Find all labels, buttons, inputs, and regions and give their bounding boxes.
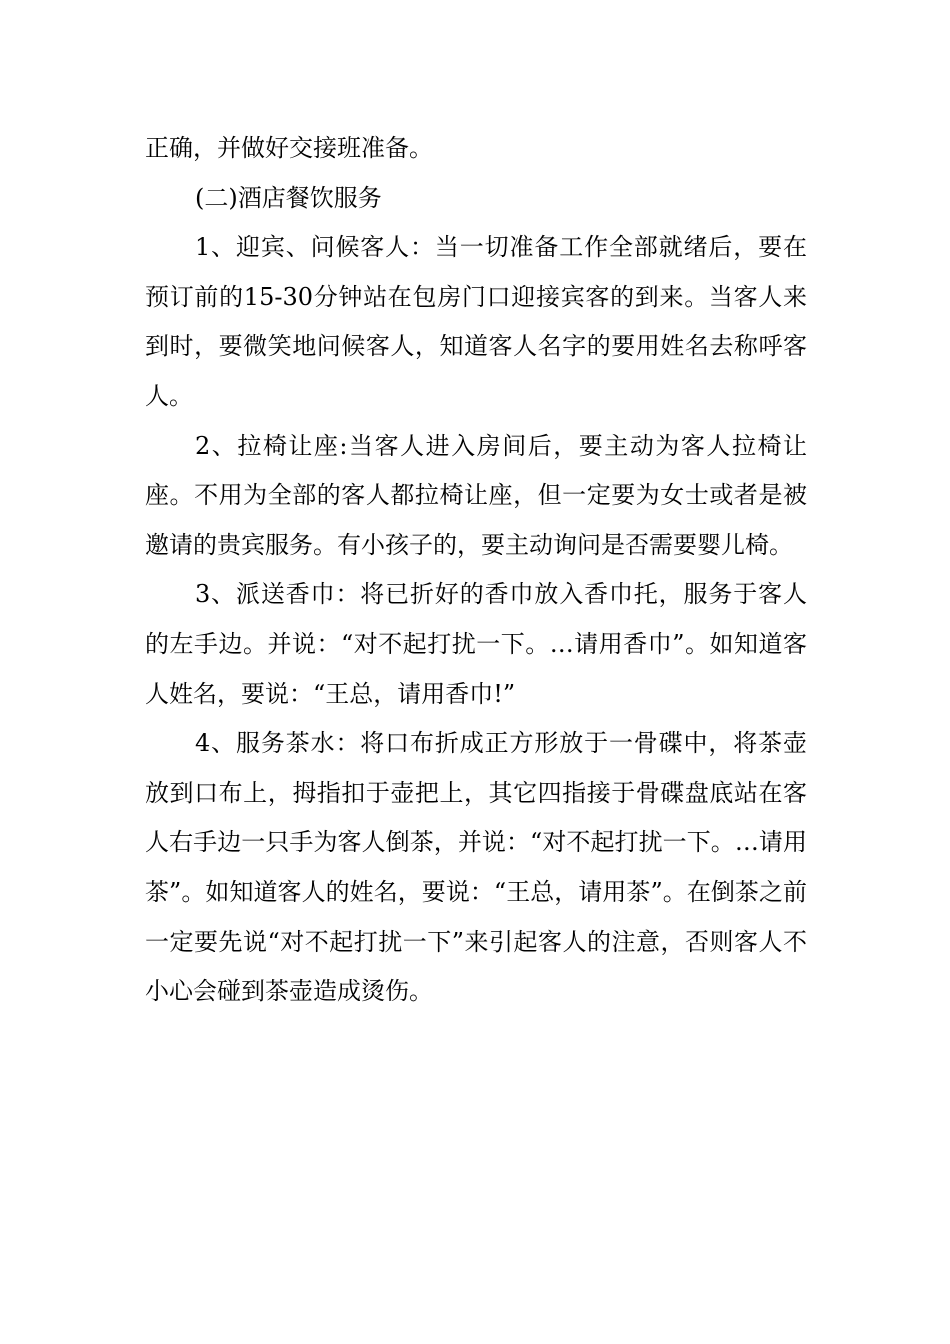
paragraph-continuation: 正确，并做好交接班准备。 [145,134,433,162]
paragraph-towel: 3、派送香巾：将已折好的香巾放入香巾托，服务于客人的左手边。并说：“对不起打扰一下。…请用香巾”。如知道客人姓名，要说：“王总，请用香巾!” [145,580,807,708]
document-body [145,124,807,1017]
paragraph-tea: 4、服务茶水：将口布折成正方形放于一骨碟中，将茶壶放到口布上，拇指扣于壶把上，其它四指接于骨碟盘底站在客人右手边一只手为客人倒茶，并说：“对不起打扰一下。…请用茶”。如知道客人的姓名，要说：“王总，请用茶”。在倒茶之前一定要先说“对不起打扰一下”来引起客人的注意，否则客人不小心会碰到茶壶造成烫伤。 [145,729,807,1006]
paragraph-greeting: 1、迎宾、问候客人：当一切准备工作全部就绪后，要在预订前的15-30分钟站在包房门口迎接宾客的到来。当客人来到时，要微笑地问候客人，知道客人名字的要用姓名去称呼客人。 [145,233,807,410]
section-heading: (二)酒店餐饮服务 [195,183,382,212]
paragraph-seating: 2、拉椅让座:当客人进入房间后，要主动为客人拉椅让座。不用为全部的客人都拉椅让座，但一定要为女士或者是被邀请的贵宾服务。有小孩子的，要主动询问是否需要婴儿椅。 [145,431,807,559]
